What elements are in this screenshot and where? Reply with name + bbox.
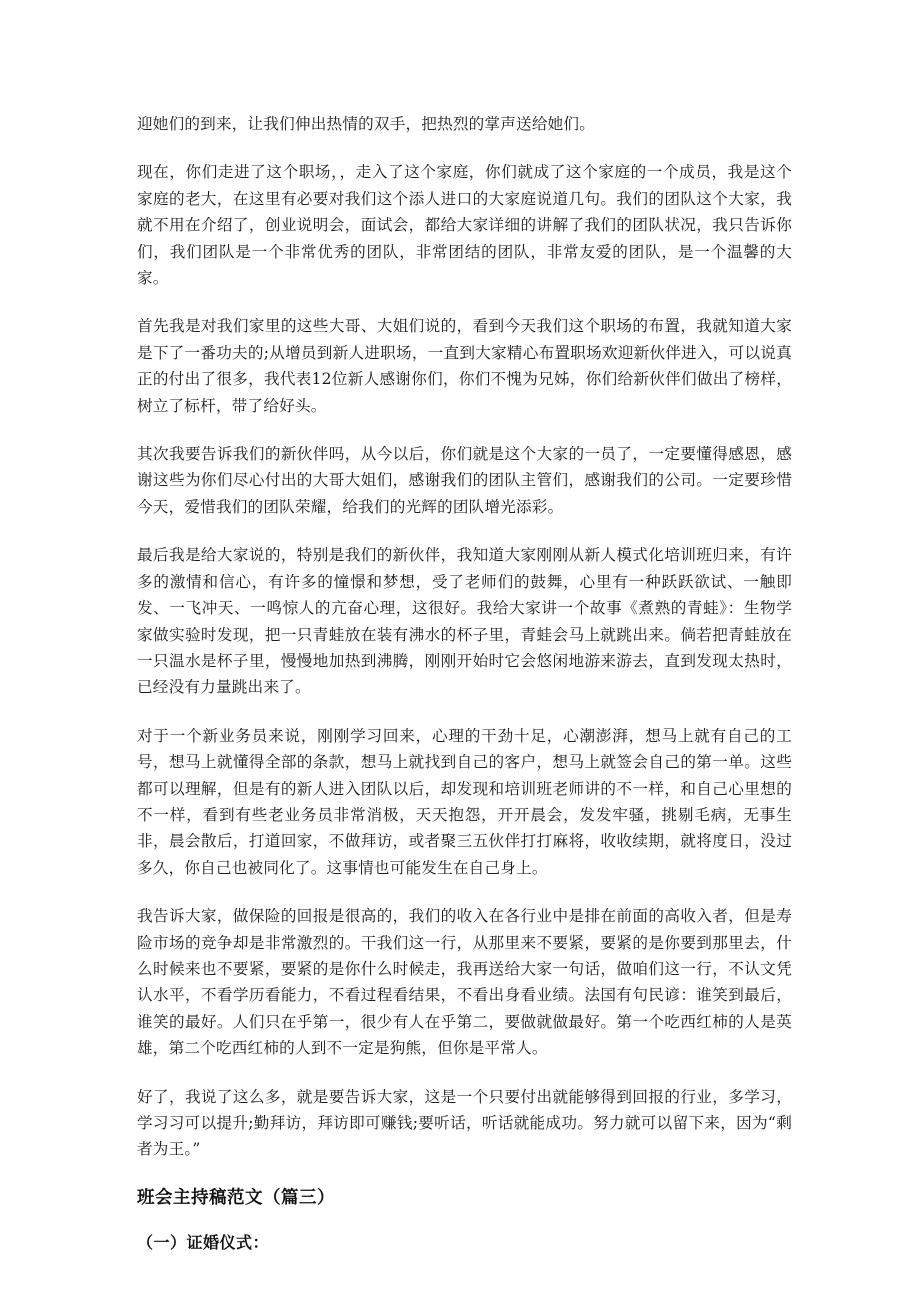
paragraph-7: 我告诉大家，做保险的回报是很高的，我们的收入在各行业中是排在前面的高收入者，但是寿险市场的竞争却是非常激烈的。干我们这一行，从那里来不要紧，要紧的是你要到那里去，什么时候来也不要紧，要紧的是你什么时候走，我再送给大家一句话，做咱们这一行，不认文凭认水平，不看学历看能力，不看过程看结果，不看出身看业绩。法国有句民谚：谁笑到最后，谁笑的最好。人们只在乎第一，很少有人在乎第二，要做就做最好。第一个吃西红柿的人是英雄，第二个吃西红柿的人到不一定是狗熊，但你是平常人。 (137, 907, 792, 1058)
section-heading: 班会主持稿范文（篇三） (137, 1187, 335, 1208)
paragraph-2: 现在，你们走进了这个职场，，走入了这个家庭，你们就成了这个家庭的一个成员，我是这个家庭的老大，在这里有必要对我们这个添人进口的大家庭说道几句。我们的团队这个大家，我就不用在介绍了，创业说明会，面试会，都给大家详细的讲解了我们的团队状况，我只告诉你们，我们团队是一个非常优秀的团队，非常团结的团队，非常友爱的团队，是一个温馨的大家。 (137, 163, 792, 288)
paragraph-1: 迎她们的到来，让我们伸出热情的双手，把热烈的掌声送给她们。 (137, 115, 596, 133)
paragraph-8: 好了，我说了这么多，就是要告诉大家，这是一个只要付出就能够得到回报的行业，多学习，学习习可以提升;勤拜访，拜访即可赚钱;要听话，听话就能成功。努力就可以留下来，因为“剩者为王。” (137, 1087, 792, 1159)
paragraph-6: 对于一个新业务员来说，刚刚学习回来，心理的干劲十足，心潮澎湃，想马上就有自己的工号，想马上就懂得全部的条款，想马上就找到自己的客户，想马上就签会自己的第一单。这些都可以理解，但是有的新人进入团队以后，却发现和培训班老师讲的不一样，和自己心里想的不一样，看到有些老业务员非常消极，天天抱怨，开开晨会，发发牢骚，挑剔毛病，无事生非，晨会散后，打道回家，不做拜访，或者聚三五伙伴打打麻将，收收续期，就将度日，没过多久，你自己也被同化了。这事情也可能发生在自己身上。 (137, 726, 792, 877)
paragraph-5: 最后我是给大家说的，特别是我们的新伙伴，我知道大家刚刚从新人模式化培训班归来，有许多的激情和信心，有许多的憧憬和梦想，受了老师们的鼓舞，心里有一种跃跃欲试、一触即发、一飞冲天、一鸣惊人的亢奋心理，这很好。我给大家讲一个故事《煮熟的青蛙》：生物学家做实验时发现，把一只青蛙放在装有沸水的杯子里，青蛙会马上就跳出来。倘若把青蛙放在一只温水是杯子里，慢慢地加热到沸腾，刚刚开始时它会悠闲地游来游去，直到发现太热时，已经没有力量跳出来了。 (137, 546, 792, 697)
subsection-heading: （一）证婚仪式： (137, 1232, 270, 1252)
paragraph-4: 其次我要告诉我们的新伙伴吗，从今以后，你们就是这个大家的一员了，一定要懂得感恩，感谢这些为你们尽心付出的大哥大姐们，感谢我们的团队主管们，感谢我们的公司。一定要珍惜今天，爱惜我们的团队荣耀，给我们的光辉的团队增光添彩。 (137, 445, 792, 516)
document-page (137, 111, 792, 1256)
paragraph-3: 首先我是对我们家里的这些大哥、大姐们说的，看到今天我们这个职场的布置，我就知道大家是下了一番功夫的;从增员到新人进职场，一直到大家精心布置职场欢迎新伙伴进入，可以说真正的付出了很多，我代表12位新人感谢你们，你们不愧为兄姊，你们给新伙伴们做出了榜样，树立了标杆，带了给好头。 (137, 317, 792, 415)
